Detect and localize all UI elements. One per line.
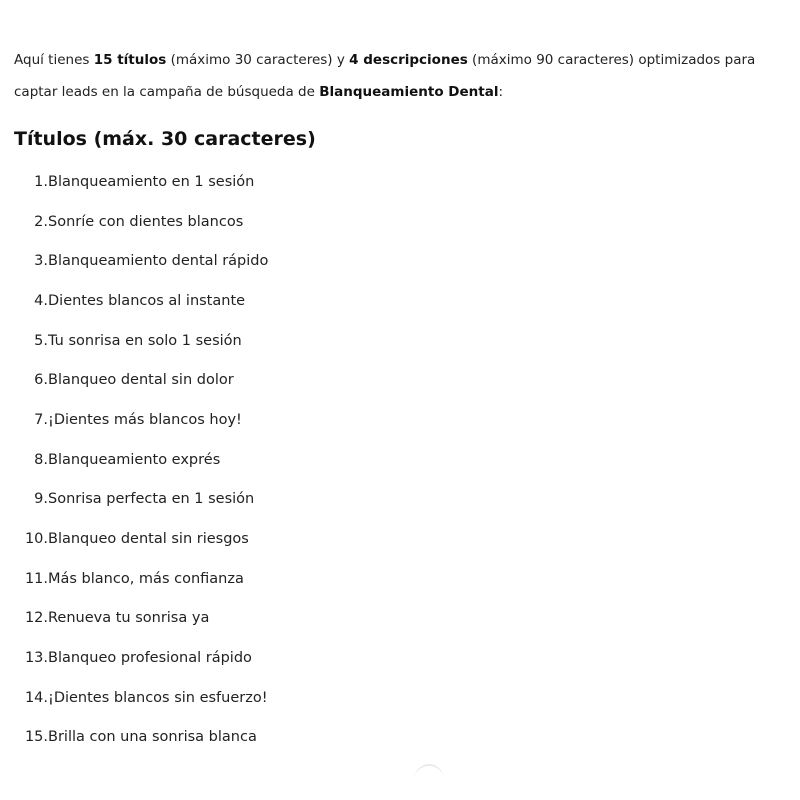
list-number: 1. (34, 173, 48, 190)
intro-text: (máximo 90 caracteres) optimizados para captar leads en la campaña de búsqueda de (14, 52, 756, 100)
list-item (14, 519, 794, 559)
list-number: 2. (34, 213, 48, 230)
list-number: 3. (34, 253, 48, 270)
list-number: 14. (24, 689, 48, 706)
list-item (14, 559, 794, 599)
list-text: Renueva tu sonrisa ya (48, 610, 210, 627)
list-text: Blanqueamiento en 1 sesión (48, 173, 255, 190)
list-item (14, 162, 794, 202)
list-number: 5. (34, 332, 48, 349)
list-item (14, 321, 794, 361)
list-item (14, 440, 794, 480)
intro-bold-campaign-name: Blanqueamiento Dental (319, 84, 499, 100)
list-number: 12. (24, 610, 48, 627)
list-item (14, 400, 794, 440)
list-item (14, 241, 794, 281)
list-item (14, 360, 794, 400)
list-number: 6. (34, 372, 48, 389)
list-item (14, 480, 794, 520)
list-item (14, 202, 794, 242)
list-item (14, 678, 794, 718)
list-item (14, 718, 794, 758)
list-text: Sonrisa perfecta en 1 sesión (48, 491, 255, 508)
list-number: 7. (34, 411, 48, 428)
intro-bold-descriptions-count: 4 descripciones (349, 52, 468, 68)
intro-text: : (498, 84, 504, 100)
list-number: 4. (34, 292, 48, 309)
list-text: Sonríe con dientes blancos (48, 213, 244, 230)
list-text: Más blanco, más confianza (48, 570, 244, 587)
intro-text: Aquí tienes (14, 52, 94, 68)
list-text: Blanqueo profesional rápido (48, 650, 252, 667)
intro-text: (máximo 30 caracteres) y (166, 52, 350, 68)
list-number: 11. (24, 570, 48, 587)
section-heading: Títulos (máx. 30 caracteres) (14, 128, 316, 150)
list-text: Blanqueamiento dental rápido (48, 253, 269, 270)
list-text: ¡Dientes blancos sin esfuerzo! (48, 689, 268, 706)
scroll-down-icon[interactable] (414, 764, 444, 796)
list-number: 9. (34, 491, 48, 508)
chat-response (14, 44, 794, 757)
list-number: 8. (34, 451, 48, 468)
list-item (14, 281, 794, 321)
titles-list (14, 162, 794, 757)
list-text: Brilla con una sonrisa blanca (48, 729, 257, 746)
list-item (14, 638, 794, 678)
list-number: 15. (24, 729, 48, 746)
list-text: Blanqueo dental sin dolor (48, 372, 234, 389)
list-text: Blanqueo dental sin riesgos (48, 531, 249, 548)
list-item (14, 599, 794, 639)
list-text: Dientes blancos al instante (48, 292, 246, 309)
intro-bold-titles-count: 15 títulos (93, 52, 167, 68)
list-number: 13. (24, 650, 48, 667)
intro-paragraph (14, 44, 794, 108)
list-text: Blanqueamiento exprés (48, 451, 221, 468)
list-number: 10. (24, 531, 48, 548)
list-text: ¡Dientes más blancos hoy! (48, 411, 242, 428)
list-text: Tu sonrisa en solo 1 sesión (48, 332, 242, 349)
